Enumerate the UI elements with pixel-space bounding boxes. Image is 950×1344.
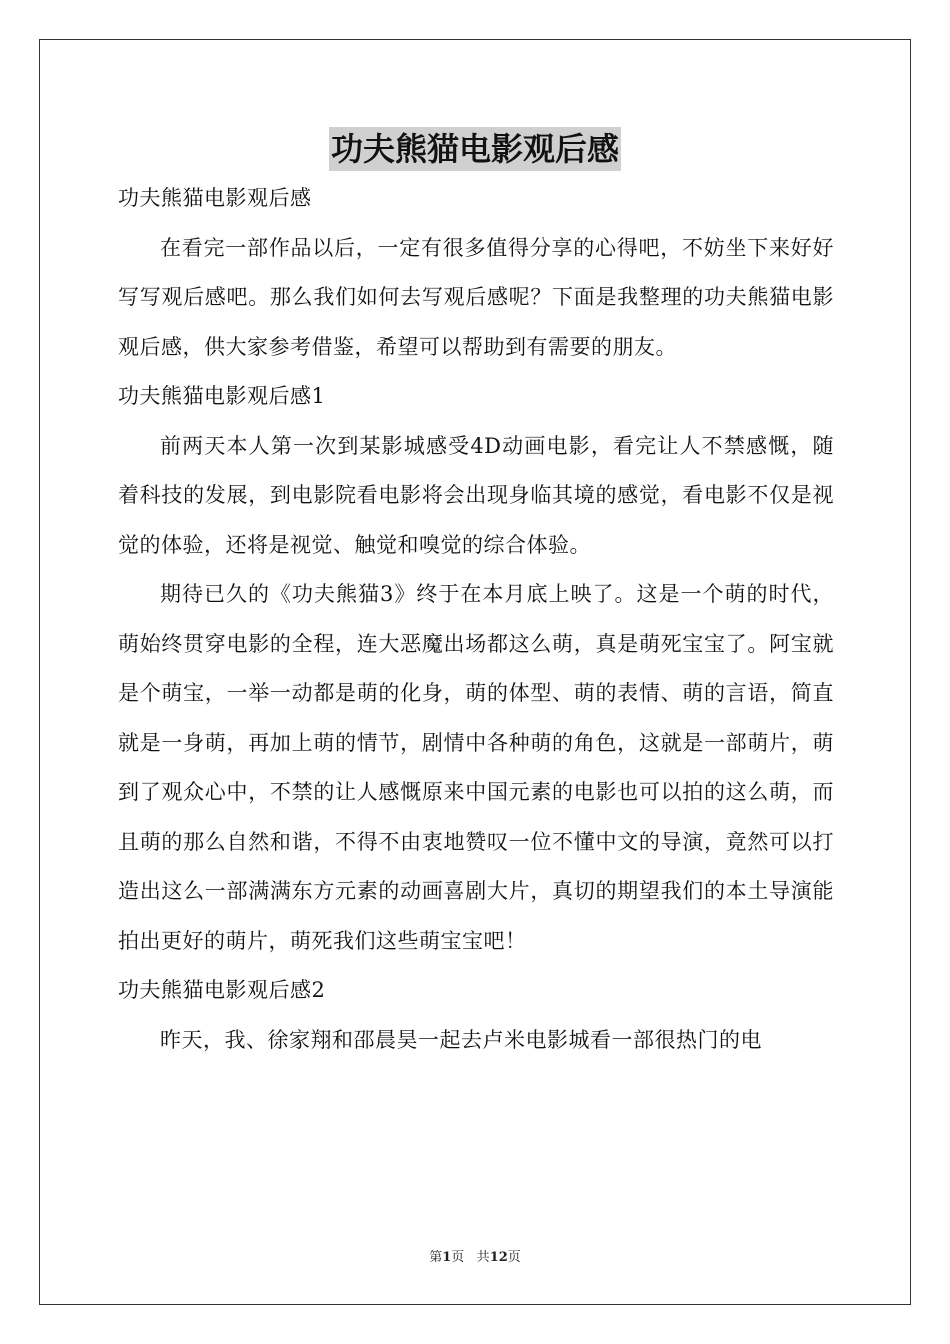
footer-prefix: 第 [429,1250,443,1265]
section-heading-intro: 功夫熊猫电影观后感 [118,186,312,210]
body-paragraph-1a: 前两天本人第一次到某影城感受4D动画电影，看完让人不禁感慨，随着科技的发展，到电影院看电影将会出现身临其境的感觉，看电影不仅是视觉的体验，还将是视觉、触觉和嗅觉的综合体验。 [118,433,834,557]
footer-total-suffix: 页 [507,1250,521,1265]
footer-total-pages: 12 [489,1250,508,1265]
document-title: 功夫熊猫电影观后感 [329,127,621,171]
footer-current-page: 1 [442,1250,452,1265]
footer-total-prefix: 共 [476,1250,490,1265]
document-body [118,174,834,1065]
body-paragraph-intro: 在看完一部作品以后，一定有很多值得分享的心得吧，不妨坐下来好好写写观后感吧。那么我们如何去写观后感呢？下面是我整理的功夫熊猫电影观后感，供大家参考借鉴，希望可以帮助到有需要的朋友。 [118,235,834,359]
section-heading-1: 功夫熊猫电影观后感1 [118,384,326,408]
body-paragraph-1b: 期待已久的《功夫熊猫3》终于在本月底上映了。这是一个萌的时代，萌始终贯穿电影的全程，连大恶魔出场都这么萌，真是萌死宝宝了。阿宝就是个萌宝，一举一动都是萌的化身，萌的体型、萌的表情、萌的言语，简直就是一身萌，再加上萌的情节，剧情中各种萌的角色，这就是一部萌片，萌到了观众心中，不禁的让人感慨原来中国元素的电影也可以拍的这么萌，而且萌的那么自然和谐，不得不由衷地赞叹一位不懂中文的导演，竟然可以打造出这么一部满满东方元素的动画喜剧大片，真切的期望我们的本土导演能拍出更好的萌片，萌死我们这些萌宝宝吧！ [118,582,834,953]
body-paragraph-2a: 昨天，我、徐家翔和邵晨昊一起去卢米电影城看一部很热门的电 [160,1027,762,1052]
page-footer [0,1246,950,1265]
footer-page-suffix: 页 [451,1250,465,1265]
title-container [0,127,950,171]
section-heading-2: 功夫熊猫电影观后感2 [118,978,326,1002]
